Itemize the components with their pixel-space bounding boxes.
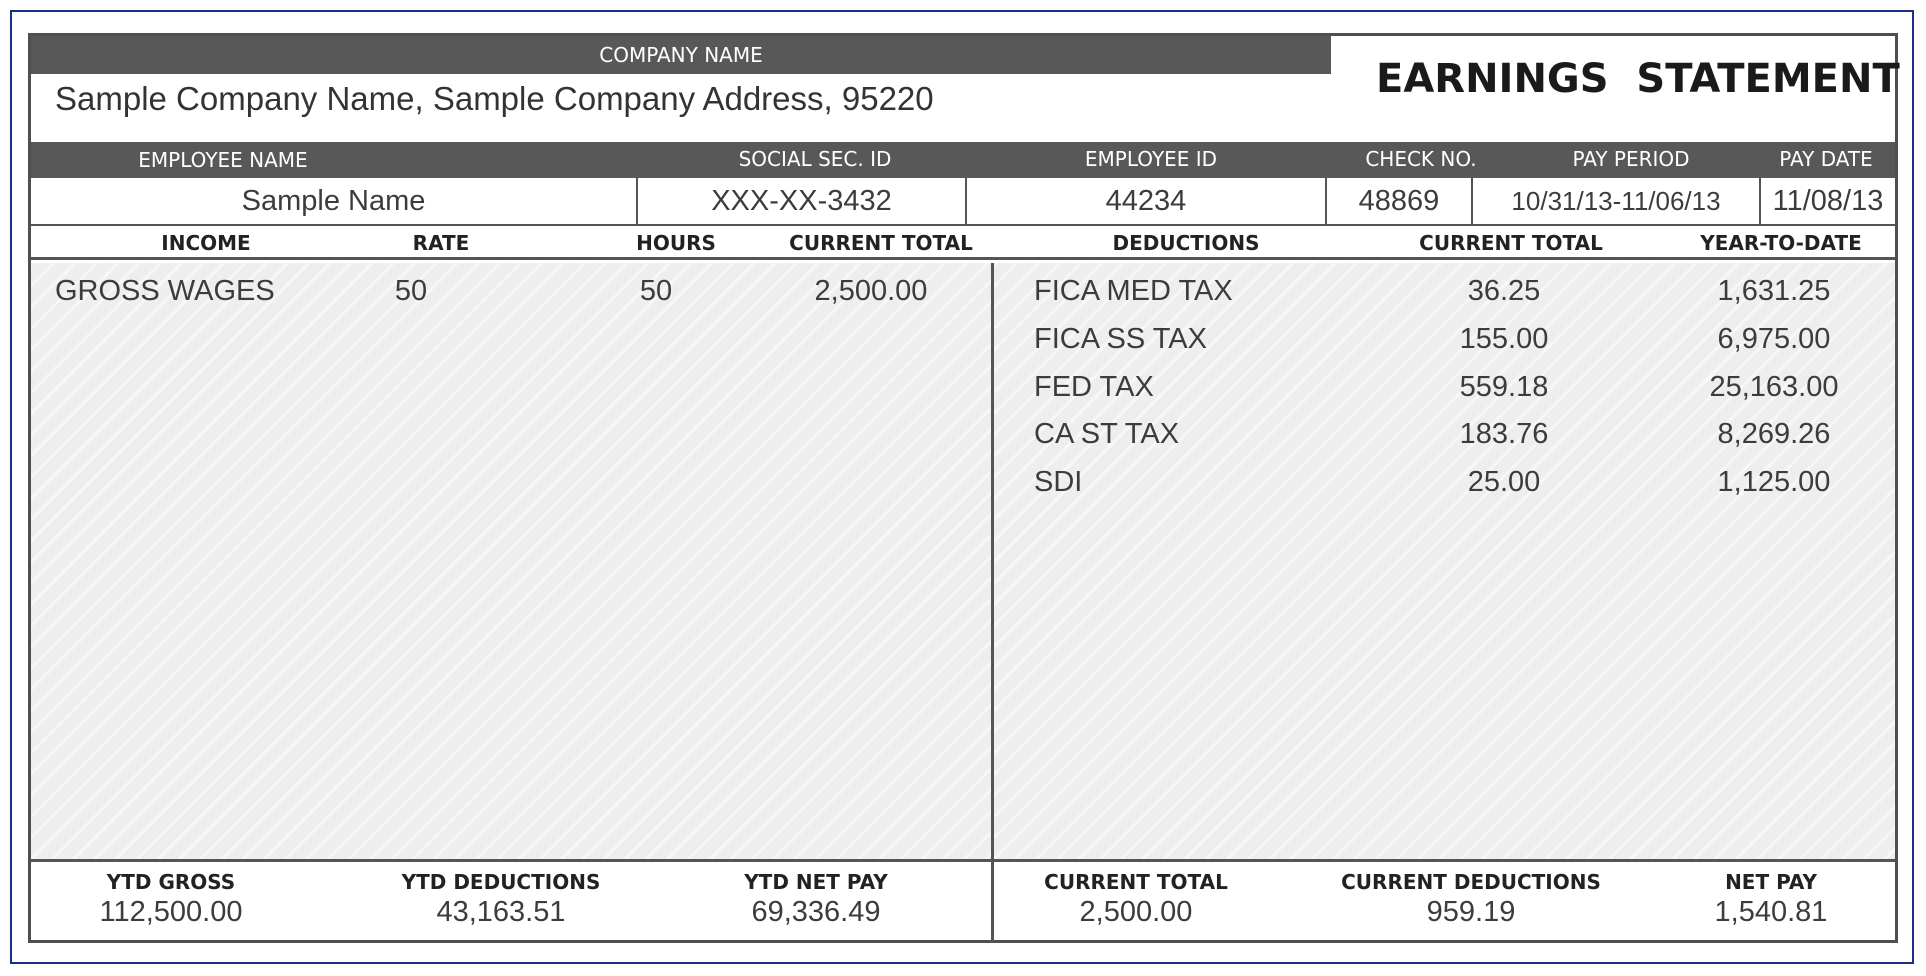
- deduction-name: CA ST TAX: [1034, 418, 1180, 450]
- current-total-label: CURRENT TOTAL: [1044, 870, 1228, 894]
- pay-period-value: 10/31/13-11/06/13: [1473, 178, 1761, 224]
- deduction-name: SDI: [1034, 466, 1083, 498]
- deduction-current: 559.18: [1459, 371, 1549, 403]
- social-sec-id-value: XXX-XX-3432: [638, 178, 967, 224]
- deductions-header: DEDUCTIONS: [1112, 231, 1260, 255]
- deduction-current: 155.00: [1459, 323, 1549, 355]
- company-name-label: COMPANY NAME: [599, 43, 763, 67]
- employee-id-value: 44234: [967, 178, 1327, 224]
- company-name-value: Sample Company Name, Sample Company Address, 95220: [55, 80, 934, 117]
- employee-info-header-band: [31, 142, 1895, 178]
- deduction-current: 25.00: [1467, 466, 1541, 498]
- check-no-header: CHECK NO.: [1365, 147, 1477, 171]
- deduction-ytd: 1,125.00: [1717, 466, 1831, 498]
- deduction-current: 36.25: [1467, 275, 1541, 307]
- income-panel: [31, 263, 994, 859]
- employee-info-row: [31, 178, 1895, 226]
- deduction-name: FICA MED TAX: [1034, 275, 1233, 307]
- ytd-gross-label: YTD GROSS: [106, 870, 236, 894]
- deductions-panel: [994, 263, 1895, 859]
- hours-header: HOURS: [636, 231, 716, 255]
- deduction-name: FICA SS TAX: [1034, 323, 1207, 355]
- social-sec-id-header: SOCIAL SEC. ID: [738, 147, 892, 171]
- summary-footer: [31, 859, 1895, 940]
- earnings-statement: [28, 33, 1898, 943]
- year-to-date-header: YEAR-TO-DATE: [1700, 231, 1862, 255]
- company-name-band: [31, 36, 1331, 74]
- employee-id-header: EMPLOYEE ID: [1084, 147, 1218, 171]
- rate-header: RATE: [412, 231, 470, 255]
- deduction-name: FED TAX: [1034, 371, 1154, 403]
- pay-date-header: PAY DATE: [1779, 147, 1873, 171]
- deduction-ytd: 25,163.00: [1709, 371, 1839, 403]
- current-total-value: 2,500.00: [1079, 896, 1193, 928]
- income-current-total: 2,500.00: [814, 275, 928, 307]
- ytd-deductions-value: 43,163.51: [436, 896, 566, 928]
- summary-divider: [991, 862, 994, 943]
- income-rate: 50: [394, 275, 428, 307]
- ytd-deductions-label: YTD DEDUCTIONS: [401, 870, 601, 894]
- employee-name-value: Sample Name: [31, 178, 638, 224]
- ytd-net-pay-value: 69,336.49: [751, 896, 881, 928]
- check-no-value: 48869: [1327, 178, 1473, 224]
- deduction-current: 183.76: [1459, 418, 1549, 450]
- column-headers-row: [31, 226, 1895, 260]
- income-header: INCOME: [161, 231, 251, 255]
- employee-name-header: EMPLOYEE NAME: [138, 148, 308, 172]
- net-pay-label: NET PAY: [1725, 870, 1817, 894]
- deductions-current-total-header: CURRENT TOTAL: [1419, 231, 1603, 255]
- current-deductions-label: CURRENT DEDUCTIONS: [1341, 870, 1601, 894]
- income-name: GROSS WAGES: [55, 275, 275, 307]
- deduction-ytd: 6,975.00: [1717, 323, 1831, 355]
- net-pay-value: 1,540.81: [1714, 896, 1828, 928]
- ytd-net-pay-label: YTD NET PAY: [744, 870, 888, 894]
- current-deductions-value: 959.19: [1426, 896, 1516, 928]
- deduction-ytd: 1,631.25: [1717, 275, 1831, 307]
- pay-period-header: PAY PERIOD: [1572, 147, 1690, 171]
- deduction-ytd: 8,269.26: [1717, 418, 1831, 450]
- statement-title: EARNINGS STATEMENT: [1376, 56, 1900, 102]
- income-hours: 50: [639, 275, 673, 307]
- ytd-gross-value: 112,500.00: [99, 896, 243, 928]
- pay-date-value: 11/08/13: [1772, 184, 1884, 217]
- income-current-total-header: CURRENT TOTAL: [789, 231, 973, 255]
